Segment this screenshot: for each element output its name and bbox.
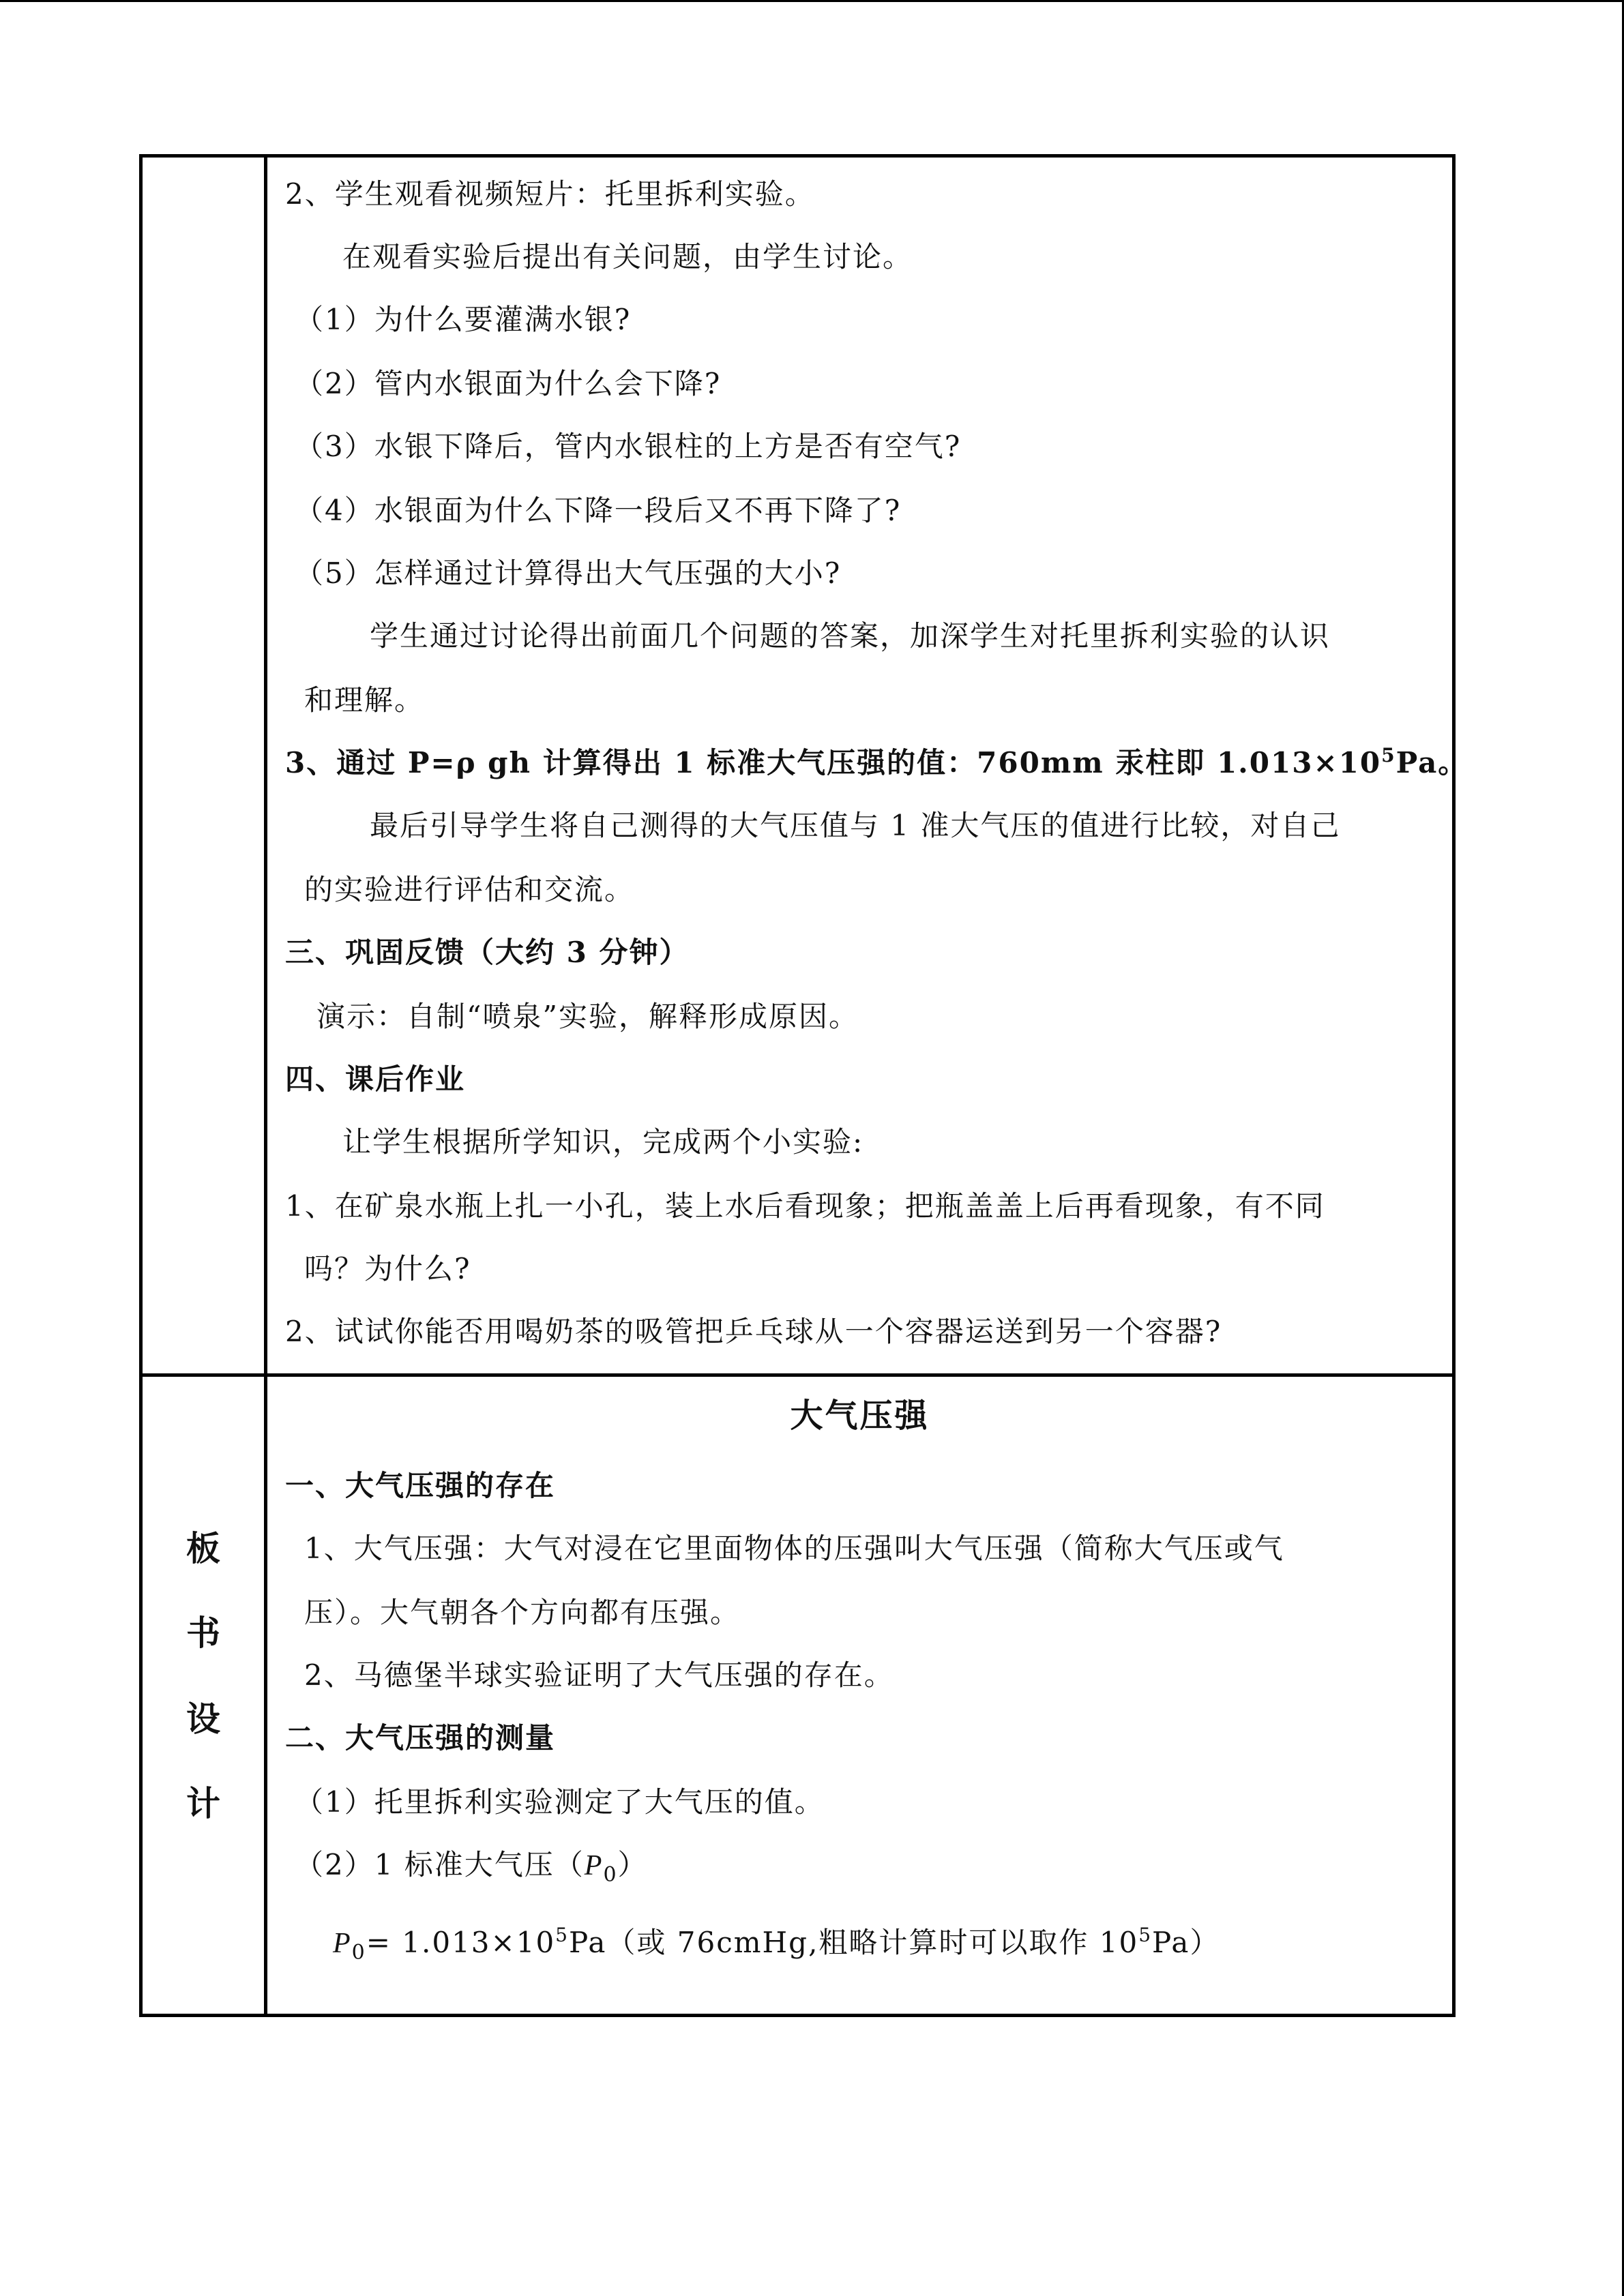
board-magdeburg-line: 2、马德堡半球实验证明了大气压强的存在。 [304, 1658, 894, 1692]
homework-item-1-line-1: 1、在矿泉水瓶上扎一小孔，装上水后看现象；把瓶盖盖上后再看现象，有不同 [285, 1189, 1325, 1223]
standard-pressure-close: ） [617, 1848, 648, 1881]
board-label-char-2: 书 [186, 1613, 220, 1653]
p0-value-exponent: 5 [555, 1924, 569, 1946]
section-feedback-heading: 三、巩固反馈（大约 3 分钟） [285, 936, 690, 969]
lesson-plan-table [139, 154, 1468, 2017]
demo-line: 演示：自制“喷泉”实验，解释形成原因。 [316, 1000, 859, 1033]
p0-value-rest: Pa（或 76cmHg,粗略计算时可以取作 10 [569, 1926, 1139, 1959]
question-4: （4）水银面为什么下降一段后又不再下降了? [295, 494, 902, 527]
board-label-char-4: 计 [186, 1783, 220, 1823]
process-content-cell [267, 158, 1468, 1373]
calculation-line [285, 743, 1468, 787]
calculation-text: 3、通过 P=ρ gh 计算得出 1 标准大气压强的值：760mm 汞柱即 1.013×10 [285, 746, 1382, 779]
process-line-2: 在观看实验后提出有关问题，由学生讨论。 [342, 240, 913, 273]
teaching-process-row [143, 158, 1468, 1377]
board-label-char-1: 板 [186, 1528, 220, 1568]
board-design-label-cell [143, 1377, 267, 2014]
p0-approx-exponent: 5 [1138, 1924, 1153, 1946]
board-definition-line-2: 压）。大气朝各个方向都有压强。 [304, 1596, 741, 1629]
discussion-line-1: 学生通过讨论得出前面几个问题的答案，加深学生对托里拆利实验的认识 [370, 619, 1331, 653]
board-definition-line-1: 1、大气压强：大气对浸在它里面物体的压强叫大气压强（简称大气压或气 [304, 1532, 1284, 1565]
homework-item-2: 2、试试你能否用喝奶茶的吸管把乒乓球从一个容器运送到另一个容器? [285, 1315, 1222, 1348]
process-line-1: 2、学生观看视频短片：托里拆利实验。 [285, 177, 815, 211]
compare-line-2: 的实验进行评估和交流。 [304, 873, 635, 906]
compare-line-1: 最后引导学生将自己测得的大气压值与 1 准大气压的值进行比较，对自己 [370, 809, 1341, 842]
p0-subscript: 0 [603, 1863, 618, 1887]
question-2: （2）管内水银面为什么会下降? [295, 367, 722, 400]
board-section-1-heading: 一、大气压强的存在 [285, 1469, 556, 1502]
process-label-cell [143, 158, 267, 1373]
board-design-row [143, 1377, 1452, 2014]
question-5: （5）怎样通过计算得出大气压强的大小? [295, 556, 842, 590]
p0-value-subscript: 0 [351, 1941, 366, 1965]
question-1: （1）为什么要灌满水银? [295, 303, 632, 336]
p0-value-symbol: P [333, 1928, 352, 1959]
board-design-content-cell [267, 1377, 1452, 2014]
p0-symbol: P [584, 1850, 604, 1881]
board-p0-value-line [333, 1922, 1220, 1967]
board-label-char-3: 设 [186, 1699, 220, 1739]
calculation-unit: Pa。 [1396, 746, 1468, 779]
p0-value-end: Pa） [1152, 1926, 1220, 1959]
board-torricelli-line: （1）托里拆利实验测定了大气压的值。 [295, 1785, 825, 1819]
board-section-2-heading: 二、大气压强的测量 [285, 1721, 556, 1755]
calculation-exponent: 5 [1381, 744, 1396, 766]
board-standard-pressure-line [295, 1845, 648, 1889]
homework-intro: 让学生根据所学知识，完成两个小实验: [342, 1125, 864, 1159]
discussion-line-2: 和理解。 [304, 683, 425, 717]
board-title: 大气压强 [790, 1397, 930, 1435]
question-3: （3）水银下降后，管内水银柱的上方是否有空气? [295, 430, 962, 463]
homework-item-1-line-2: 吗？为什么? [304, 1252, 471, 1285]
section-homework-heading: 四、课后作业 [285, 1062, 466, 1096]
standard-pressure-text: （2）1 标准大气压（ [295, 1848, 585, 1881]
p0-value-text: = 1.013×10 [366, 1926, 556, 1959]
